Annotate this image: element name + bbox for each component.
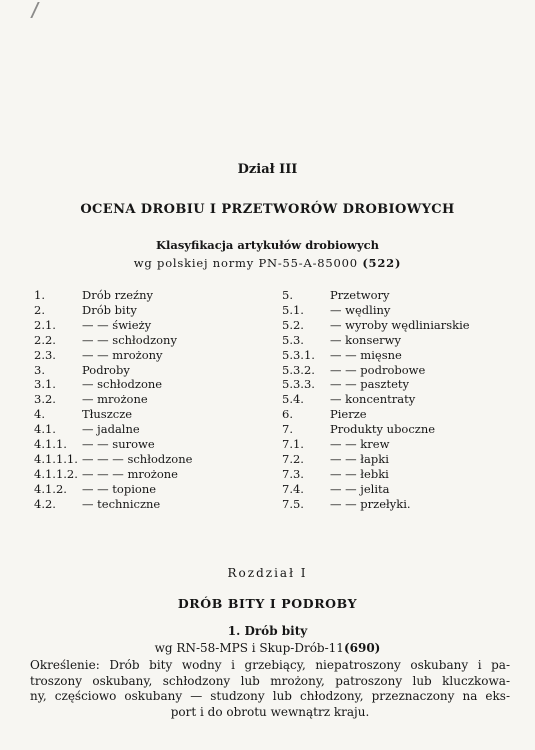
- classification-label: Drób rzeźny: [82, 288, 153, 302]
- classification-item: [282, 303, 470, 318]
- classification-label: Drób bity: [82, 302, 137, 317]
- classification-item: [34, 437, 192, 452]
- classification-item: [282, 467, 470, 482]
- classification-item: [282, 377, 470, 392]
- classification-label: — — krew: [330, 437, 390, 452]
- paragraph-line: troszony oskubany, schłodzony lub mrożony, patroszony lub kluczkowa-: [30, 673, 510, 688]
- classification-number: 4.1.1.1.: [34, 451, 78, 466]
- classification-item: [282, 407, 470, 422]
- definition-paragraph: [30, 658, 510, 720]
- classification-number: 5.3.3.: [282, 377, 315, 392]
- classification-subtitle: Klasyfikacja artykułów drobiowych: [156, 238, 379, 252]
- classification-label: — techniczne: [82, 496, 161, 511]
- classification-item: [34, 348, 192, 363]
- classification-item: [34, 333, 192, 348]
- classification-number: 2.3.: [34, 347, 56, 362]
- classification-number: 5.4.: [282, 392, 304, 407]
- classification-number: 7.5.: [282, 496, 304, 511]
- classification-label: — mrożone: [82, 392, 148, 407]
- classification-number: 2.1.: [34, 317, 56, 332]
- classification-list-right: [282, 288, 470, 512]
- classification-number: 7.4.: [282, 481, 304, 496]
- classification-item: [282, 288, 470, 303]
- classification-item: [34, 303, 192, 318]
- classification-item: [34, 407, 192, 422]
- classification-item: [282, 333, 470, 348]
- classification-item: [282, 482, 470, 497]
- classification-item: [34, 467, 192, 482]
- subsection-norm-prefix: wg RN-58-MPS i Skup-Drób-11: [154, 641, 344, 655]
- classification-number: 1.: [34, 288, 45, 302]
- classification-label: — jadalne: [82, 422, 140, 437]
- classification-number: 5.3.: [282, 332, 304, 347]
- classification-number: 4.1.: [34, 422, 56, 437]
- scan-mark: [30, 2, 53, 18]
- classification-label: — konserwy: [330, 332, 401, 347]
- classification-number: 3.: [34, 362, 45, 377]
- classification-label: — — — mrożone: [82, 466, 178, 481]
- classification-number: 3.2.: [34, 392, 56, 407]
- classification-item: [34, 288, 192, 303]
- classification-number: 5.2.: [282, 317, 304, 332]
- classification-number: 5.: [282, 288, 293, 302]
- classification-number: 4.1.1.2.: [34, 466, 78, 481]
- classification-label: — — jelita: [330, 481, 390, 496]
- classification-item: [34, 363, 192, 378]
- classification-number: 4.1.1.: [34, 437, 67, 452]
- classification-item: [282, 363, 470, 378]
- classification-label: — — przełyki.: [330, 496, 411, 511]
- classification-label: — — łebki: [330, 466, 389, 481]
- norm-reference: [0, 256, 535, 270]
- subsection-norm: [0, 641, 535, 655]
- classification-number: 2.2.: [34, 332, 56, 347]
- classification-label: Pierze: [330, 407, 367, 422]
- classification-number: 5.3.1.: [282, 347, 315, 362]
- subsection-title: 1. Drób bity: [227, 624, 308, 638]
- classification-number: 4.: [34, 407, 45, 422]
- classification-number: 2.: [34, 302, 45, 317]
- classification-number: 4.2.: [34, 496, 56, 511]
- classification-label: — — podrobowe: [330, 362, 426, 377]
- classification-item: [34, 392, 192, 407]
- classification-label: Produkty uboczne: [330, 422, 436, 437]
- paragraph-line: port i do obrotu wewnątrz kraju.: [170, 704, 370, 719]
- paragraph-line: Określenie: Drób bity wodny i grzebiący, niepatroszony oskubany i pa-: [30, 658, 510, 672]
- classification-item: [282, 497, 470, 512]
- classification-label: — — surowe: [82, 437, 155, 452]
- classification-label: Przetwory: [330, 288, 390, 302]
- section-title: OCENA DROBIU I PRZETWORÓW DROBIOWYCH: [80, 202, 455, 217]
- classification-number: 6.: [282, 407, 293, 422]
- classification-label: — wędliny: [330, 302, 391, 317]
- classification-label: — koncentraty: [330, 392, 416, 407]
- classification-item: [282, 318, 470, 333]
- paragraph-line: ny, częściowo oskubany — studzony lub chłodzony, przeznaczony na eks-: [30, 689, 510, 703]
- classification-label: — — topione: [82, 481, 157, 496]
- classification-number: 7.2.: [282, 451, 304, 466]
- chapter-label: Rozdział I: [227, 566, 308, 580]
- classification-item: [34, 482, 192, 497]
- classification-item: [282, 437, 470, 452]
- classification-item: [34, 422, 192, 437]
- classification-item: [282, 348, 470, 363]
- classification-item: [34, 497, 192, 512]
- section-heading: Dział III: [237, 162, 298, 177]
- classification-item: [282, 392, 470, 407]
- classification-item: [34, 377, 192, 392]
- classification-label: — — mięsne: [330, 347, 402, 362]
- classification-list-left: [34, 288, 192, 512]
- chapter-title: DRÓB BITY I PODROBY: [177, 596, 358, 611]
- classification-label: — — mrożony: [82, 347, 163, 362]
- norm-prefix: wg polskiej normy PN-55-A-85000: [133, 256, 358, 270]
- classification-number: 5.3.2.: [282, 362, 315, 377]
- norm-code: (522): [362, 256, 402, 270]
- classification-label: — — schłodzony: [82, 332, 177, 347]
- classification-label: Podroby: [82, 362, 130, 377]
- classification-label: — schłodzone: [82, 377, 163, 392]
- classification-label: — wyroby wędliniarskie: [330, 317, 470, 332]
- classification-number: 3.1.: [34, 377, 56, 392]
- classification-label: — — pasztety: [330, 377, 410, 392]
- classification-number: 5.1.: [282, 302, 304, 317]
- classification-number: 7.3.: [282, 466, 304, 481]
- classification-item: [34, 318, 192, 333]
- classification-label: — — świeży: [82, 317, 152, 332]
- classification-item: [282, 452, 470, 467]
- subsection-norm-code: (690): [343, 641, 381, 655]
- classification-number: 7.1.: [282, 437, 304, 452]
- classification-number: 7.: [282, 422, 293, 437]
- classification-label: — — — schłodzone: [82, 451, 193, 466]
- classification-item: [282, 422, 470, 437]
- classification-label: — — łapki: [330, 451, 389, 466]
- classification-number: 4.1.2.: [34, 481, 67, 496]
- classification-item: [34, 452, 192, 467]
- classification-label: Tłuszcze: [82, 407, 133, 422]
